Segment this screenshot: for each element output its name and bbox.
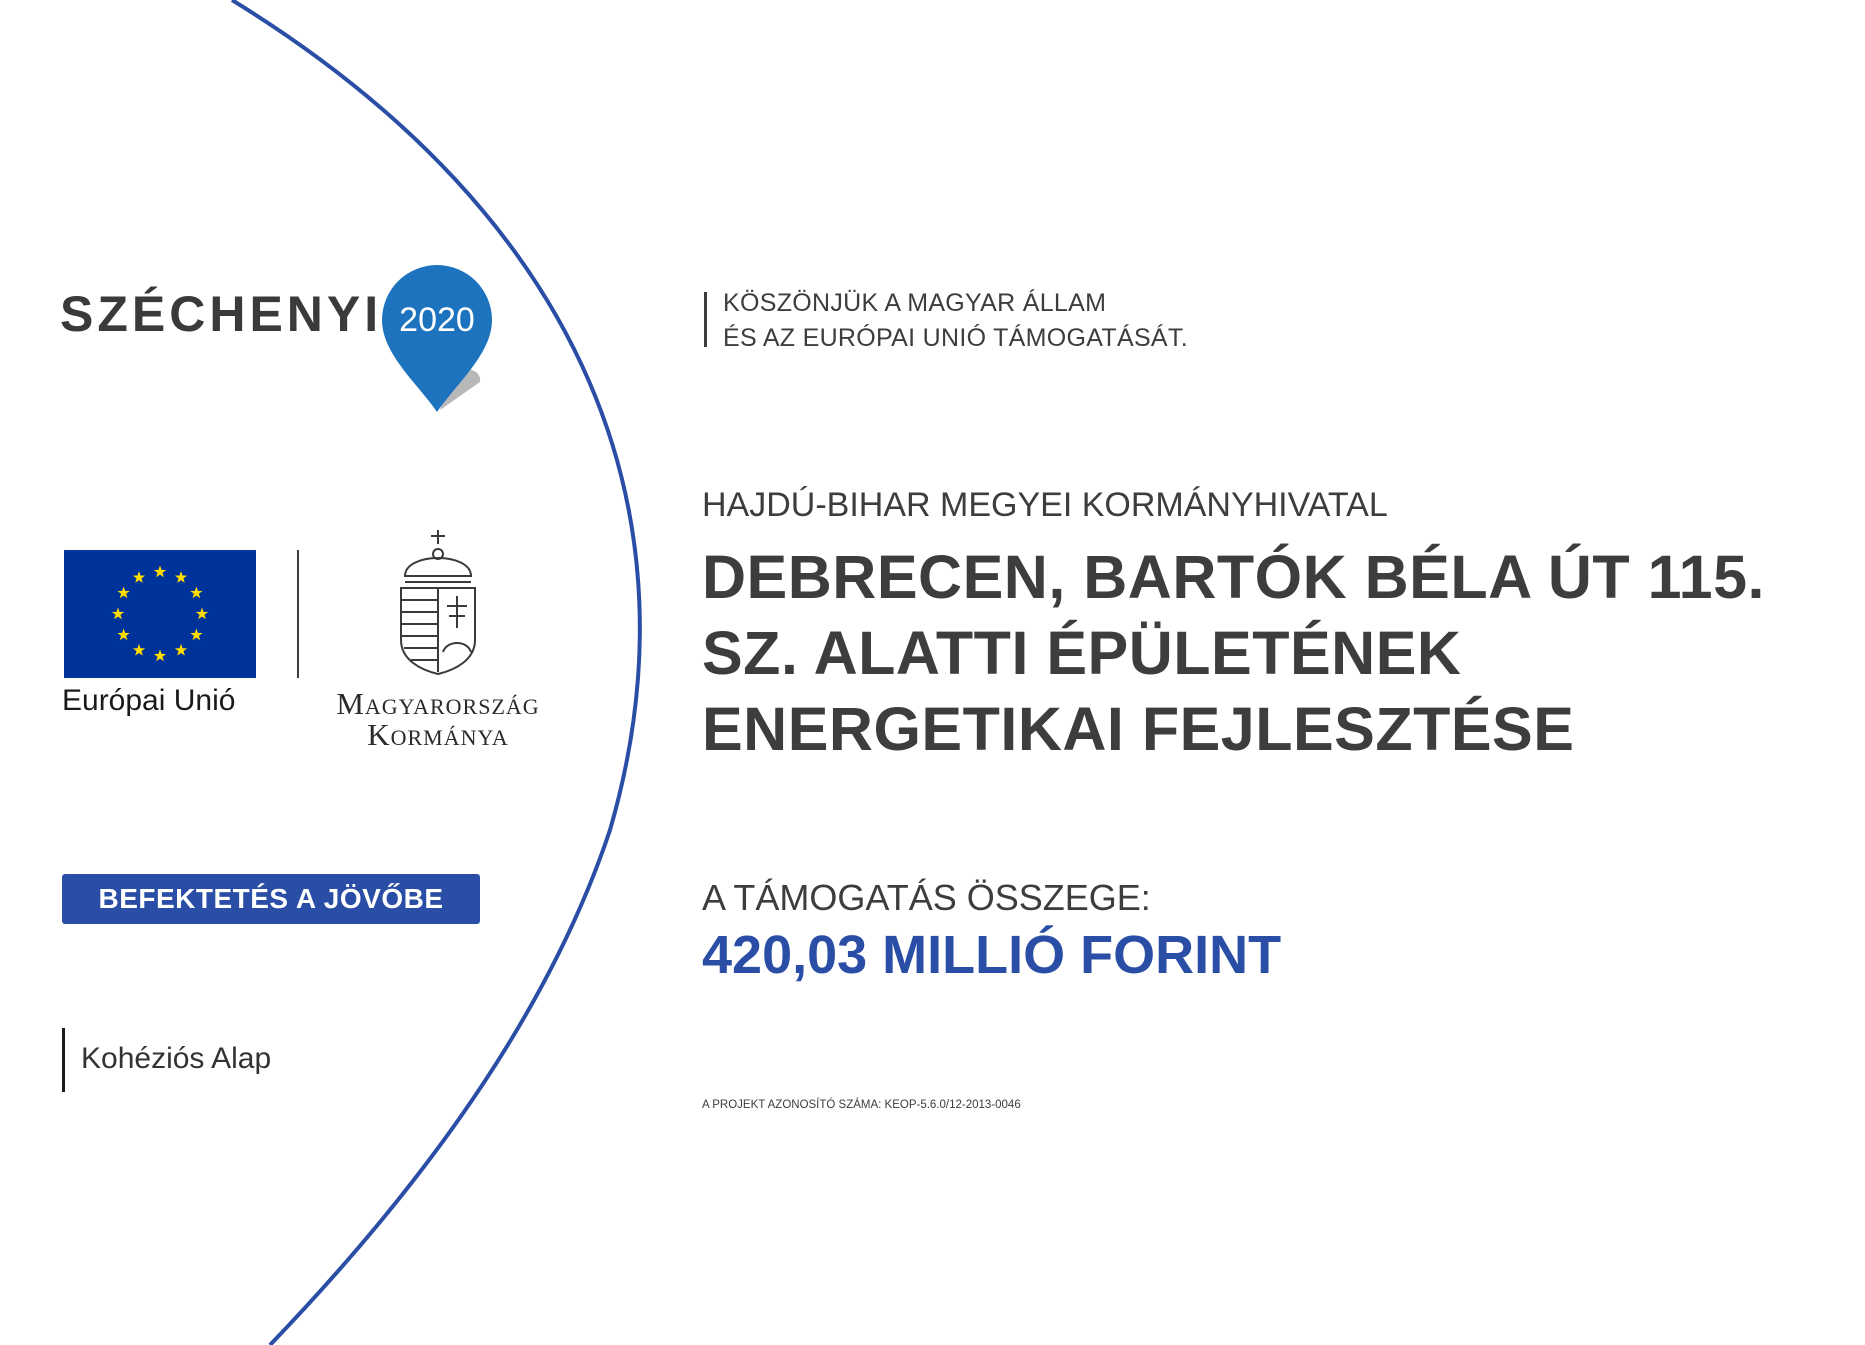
eu-label: Európai Unió — [62, 684, 236, 717]
szechenyi-year: 2020 — [399, 301, 475, 339]
location-pin-icon — [372, 262, 502, 422]
beneficiary-name: HAJDÚ-BIHAR MEGYEI KORMÁNYHIVATAL — [702, 486, 1388, 524]
government-name-line1: Magyarország — [336, 686, 540, 721]
thanks-divider — [704, 292, 707, 347]
fund-label: Kohéziós Alap — [81, 1042, 272, 1075]
project-title-line3: ENERGETIKAI FEJLESZTÉSE — [702, 695, 1575, 763]
project-title-line2: SZ. ALATTI ÉPÜLETÉNEK — [702, 619, 1462, 687]
thanks-line2: ÉS AZ EURÓPAI UNIÓ TÁMOGATÁSÁT. — [723, 324, 1188, 352]
slogan-badge: BEFEKTETÉS A JÖVŐBE — [62, 874, 480, 924]
eu-flag-icon — [64, 550, 256, 678]
project-title-line1: DEBRECEN, BARTÓK BÉLA ÚT 115. — [702, 543, 1765, 611]
thanks-line1: KÖSZÖNJÜK A MAGYAR ÁLLAM — [723, 289, 1107, 317]
support-label: A TÁMOGATÁS ÖSSZEGE: — [702, 877, 1151, 918]
project-id: A PROJEKT AZONOSÍTÓ SZÁMA: KEOP-5.6.0/12-2013-0046 — [702, 1099, 1021, 1111]
support-amount: 420,03 MILLIÓ FORINT — [702, 925, 1282, 985]
szechenyi-wordmark: SZÉCHENYI — [60, 286, 383, 342]
logo-divider — [297, 550, 299, 678]
fund-divider — [62, 1028, 65, 1092]
government-name-line2: Kormánya — [367, 717, 509, 752]
hungarian-coat-of-arms-icon — [395, 528, 481, 676]
